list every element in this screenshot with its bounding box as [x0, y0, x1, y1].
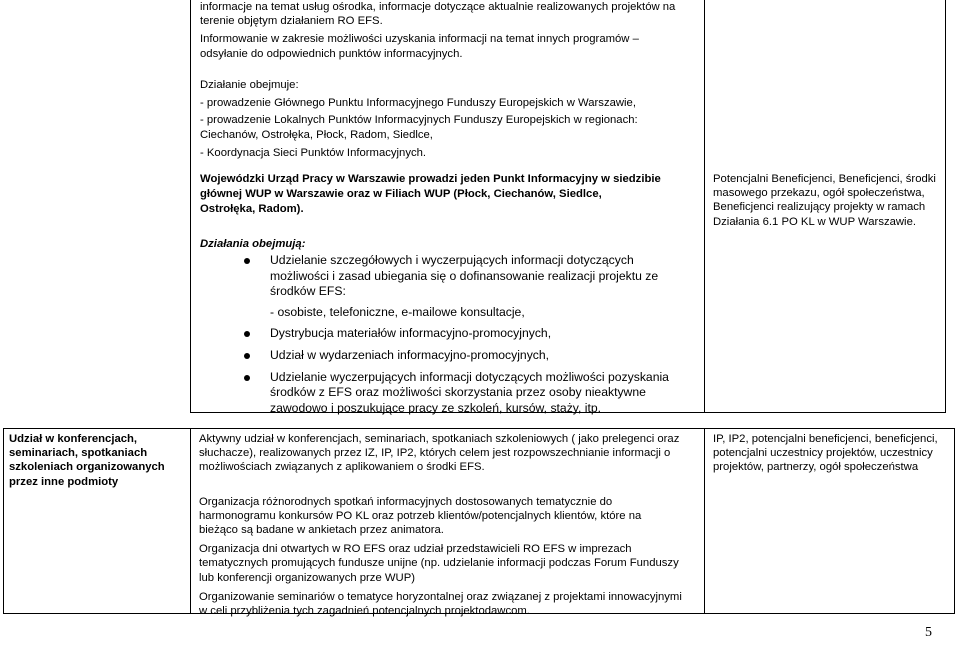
- right-line: IP, IP2, potencjalni beneficjenci, beneficjenci,: [713, 433, 938, 445]
- middle-line: Organizacja dni otwartych w RO EFS oraz udział przedstawicieli RO EFS w imprezach: [199, 543, 632, 556]
- bullet-line: Udzielanie wyczerpujących informacji dotyczących możliwości pozyskania: [270, 369, 669, 384]
- bullet-item: [200, 348, 700, 364]
- left-line: przez inne podmioty: [9, 475, 119, 488]
- right-line: Działania 6.1 PO KL w WUP Warszawie.: [713, 215, 916, 228]
- dzialanie-heading: Działanie obejmuje:: [200, 79, 299, 91]
- bullet-line: Udzielanie szczegółowych i wyczerpujących informacji dotyczących: [270, 253, 634, 267]
- bullet-line: Udział w wydarzeniach informacyjno-promocyjnych,: [270, 347, 550, 362]
- middle-line: możliwościach związanych z aplikowaniem o środki EFS.: [199, 461, 485, 474]
- right-line: masowego przekazu, ogół społeczeństwa,: [713, 187, 925, 200]
- bullet-list: [200, 253, 700, 416]
- bottom-left-cell: [9, 432, 187, 489]
- middle-line: słuchacze), realizowanych przez IZ, IP, IP2, których celem jest rozpowszechnianie informacji o: [199, 447, 671, 460]
- bullet-line: środków z EFS oraz możliwości skorzystania przez osoby nieaktywne: [270, 385, 646, 400]
- right-line: Beneficjenci realizujący projekty w ramach: [713, 201, 926, 214]
- wup-line: Wojewódzki Urząd Pracy w Warszawie prowadzi jeden Punkt Informacyjny w siedzibie: [200, 173, 661, 185]
- top-intro: [200, 0, 700, 61]
- bottom-col-divider-1: [190, 428, 191, 614]
- intro-line: Informowanie w zakresie możliwości uzyskania informacji na temat innych programów –: [200, 33, 639, 46]
- dzialanie-line: - prowadzenie Lokalnych Punktów Informacyjnych Funduszy Europejskich w regionach:: [200, 114, 638, 127]
- dzialania-heading: [200, 237, 700, 251]
- middle-line: harmonogramu konkursów PO KL oraz potrzeb klientów/potencjalnych klientów, które na: [199, 509, 642, 522]
- wup-line: Ostrołęka, Radom).: [200, 203, 304, 215]
- wup-paragraph: [200, 172, 700, 217]
- middle-line: Organizacja różnorodnych spotkań informacyjnych dostosowanych tematycznie do: [199, 495, 613, 508]
- page-number: 5: [925, 625, 932, 640]
- bullet-line: środków EFS:: [270, 284, 346, 299]
- dzialanie-line: - prowadzenie Głównego Punktu Informacyjnego Funduszy Europejskich w Warszawie,: [200, 97, 636, 110]
- dzialania-heading-text: Działania obejmują:: [200, 238, 306, 250]
- wup-line: głównej WUP w Warszawie oraz w Filiach WUP (Płock, Ciechanów, Siedlce,: [200, 188, 602, 200]
- left-line: seminariach, spotkaniach: [9, 447, 148, 460]
- middle-paragraph: [199, 432, 701, 475]
- bullet-item: [200, 253, 700, 320]
- intro-line: informacje na temat usług ośrodka, informacje dotyczące aktualnie realizowanych projektów na: [200, 1, 676, 13]
- dzialanie-line: - Koordynacja Sieci Punktów Informacyjnych.: [200, 146, 427, 159]
- right-line: projektów, partnerzy, ogół społeczeństwa: [713, 461, 919, 474]
- intro-line: terenie objętym działaniem RO EFS.: [200, 15, 383, 28]
- bottom-right-cell: [713, 432, 949, 475]
- bullet-dot-icon: [244, 331, 250, 337]
- middle-paragraph: [199, 590, 701, 618]
- middle-paragraph: [199, 495, 701, 538]
- bullet-dot-icon: [244, 258, 250, 264]
- middle-line: Aktywny udział w konferencjach, seminariach, spotkaniach szkoleniowych ( jako prelegenci oraz: [199, 433, 680, 445]
- right-line: potencjalni uczestnicy projektów, uczestnicy: [713, 447, 933, 460]
- dzialanie-block: [200, 78, 700, 160]
- left-line: Udział w konferencjach,: [9, 433, 138, 445]
- top-right-cell: [713, 172, 943, 229]
- middle-line: lub konferencji organizowanych prze WUP): [199, 571, 415, 584]
- middle-line: bieżąco są badane w ankietach przez animatora.: [199, 524, 444, 537]
- bottom-middle-cell: [199, 432, 701, 618]
- bullet-dot-icon: [244, 375, 250, 381]
- intro-line: odsyłanie do odpowiednich punktów informacyjnych.: [200, 47, 463, 60]
- bullet-item: [200, 370, 700, 417]
- left-line: szkoleniach organizowanych: [9, 461, 165, 474]
- middle-line: tematycznych promujących fundusze unijne (np. udzielanie informacji podczas Forum Funduszy: [199, 557, 679, 570]
- right-line: Potencjalni Beneficjenci, Beneficjenci, środki: [713, 173, 936, 185]
- bullet-item: [200, 326, 700, 342]
- top-col-divider: [704, 0, 705, 413]
- bullet-line: zawodowo i poszukujące pracy ze szkoleń, kursów, staży, itp.: [270, 400, 602, 415]
- bullet-dot-icon: [244, 353, 250, 359]
- bottom-col-divider-2: [704, 428, 705, 614]
- dzialanie-line: Ciechanów, Ostrołęka, Płock, Radom, Siedlce,: [200, 128, 433, 141]
- middle-line: Organizowanie seminariów o tematyce horyzontalnej oraz związanej z projektami innowacyjnymi: [199, 590, 682, 603]
- middle-line: w celi przybliżenia tych zagadnień potencjalnych projektodawcom.: [199, 605, 530, 618]
- bullet-line: - osobiste, telefoniczne, e-mailowe konsultacje,: [270, 304, 525, 319]
- middle-paragraph: [199, 542, 701, 585]
- bullet-line: możliwości i zasad ubiegania się o dofinansowanie realizacji projektu ze: [270, 268, 659, 283]
- bullet-line: Dystrybucja materiałów informacyjno-promocyjnych,: [270, 326, 552, 341]
